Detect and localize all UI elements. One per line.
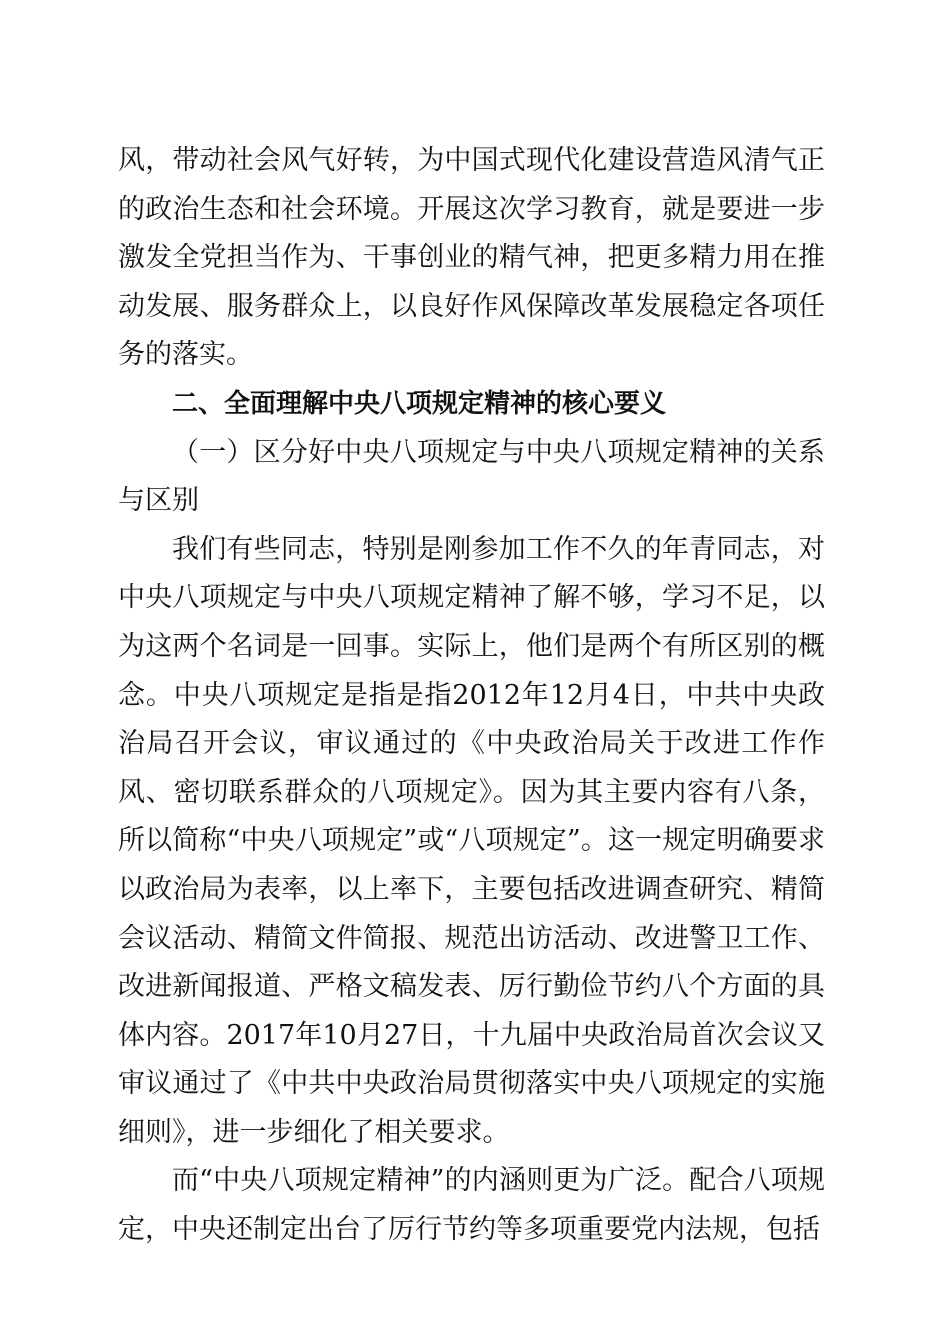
paragraph-continuation: 风，带动社会风气好转，为中国式现代化建设营造风清气正的政治生态和社会环境。开展这次学习教育，就是要进一步激发全党担当作为、干事创业的精气神，把更多精力用在推动发展、服务群众上，以良好作风保障改革发展稳定各项任务的落实。 (118, 145, 825, 371)
paragraph: 我们有些同志，特别是刚参加工作不久的年青同志，对中央八项规定与中央八项规定精神了解不够，学习不足，以为这两个名词是一回事。实际上，他们是两个有所区别的概念。中央八项规定是指是指2012年12月4日，中共中央政治局召开会议，审议通过的《中央政治局关于改进工作作风、密切联系群众的八项规定》。因为其主要内容有八条，所以简称“中央八项规定”或“八项规定”。这一规定明确要求以政治局为表率，以上率下，主要包括改进调查研究、精简会议活动、精简文件简报、规范出访活动、改进警卫工作、改进新闻报道、严格文稿发表、厉行勤俭节约八个方面的具体内容。2017年10月27日，十九届中央政治局首次会议又审议通过了《中共中央政治局贯彻落实中央八项规定的实施细则》，进一步细化了相关要求。 (118, 533, 825, 1148)
section-heading: 二、全面理解中央八项规定精神的核心要义 (172, 388, 667, 419)
document-body (118, 137, 825, 1255)
paragraph: 而“中央八项规定精神”的内涵则更为广泛。配合八项规定，中央还制定出台了厉行节约等多项重要党内法规，包括 (118, 1165, 825, 1246)
subsection-heading: （一）区分好中央八项规定与中央八项规定精神的关系与区别 (118, 436, 825, 517)
